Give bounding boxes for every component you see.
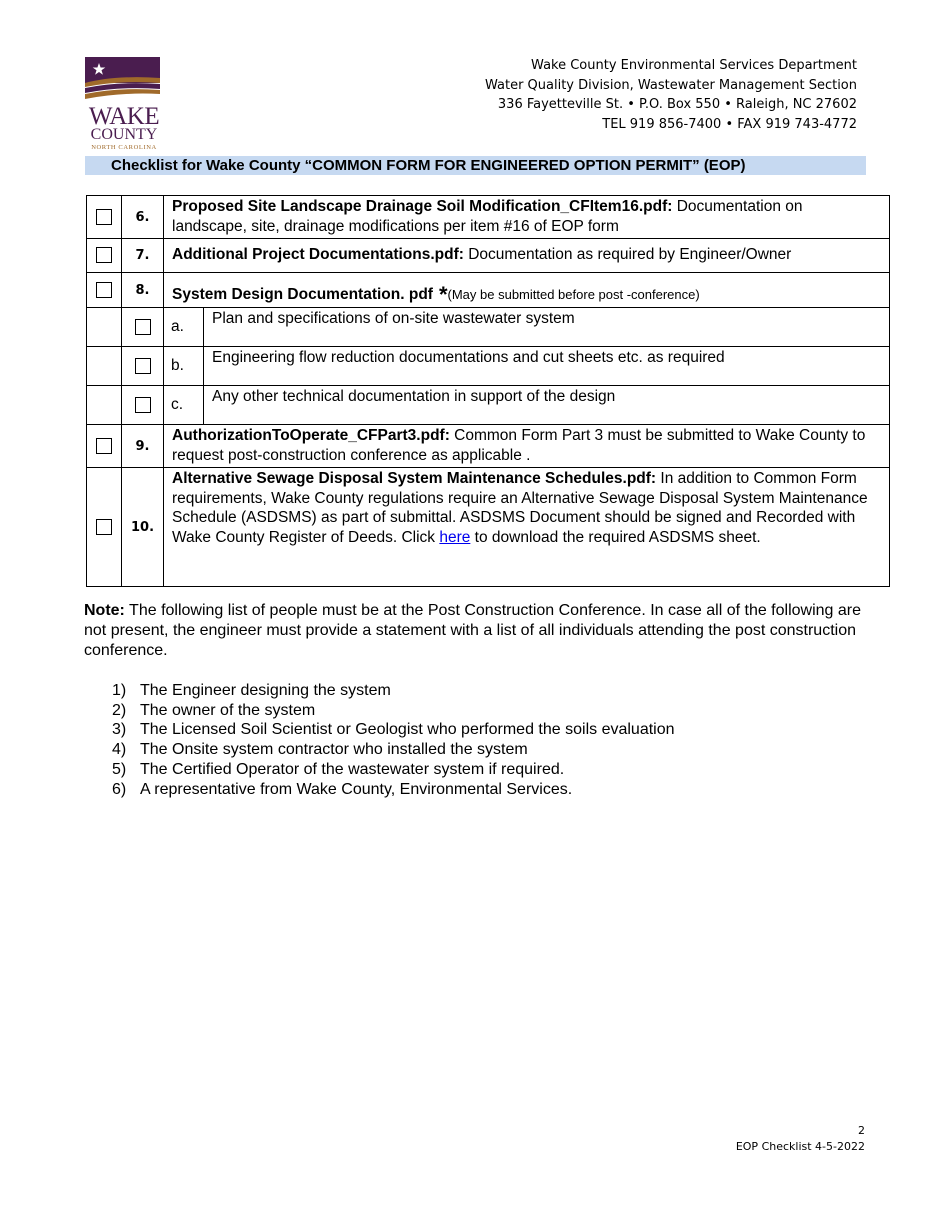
letterhead-line: 336 Fayetteville St. • P.O. Box 550 • Raleigh, NC 27602 — [497, 97, 857, 112]
list-text: The Licensed Soil Scientist or Geologist who performed the soils evaluation — [140, 721, 675, 739]
note-text: The following list of people must be at the Post Construction Conference. In case all of the following are not present, the engineer must provide a statement with a list of all individuals attending the post construction conference. — [84, 602, 862, 659]
checklist-table — [86, 195, 890, 587]
checklist-subrow-a — [87, 308, 890, 347]
checkbox-item-8b[interactable] — [135, 358, 151, 374]
item-description — [164, 239, 890, 273]
checklist-title: Checklist for Wake County “COMMON FORM FOR ENGINEERED OPTION PERMIT” (EOP) — [85, 156, 866, 175]
checkbox-item-6[interactable] — [96, 209, 112, 225]
item-text: Documentation as required by Engineer/Owner — [463, 246, 792, 264]
sub-item-letter: b. — [164, 347, 204, 386]
list-number: 2) — [112, 701, 127, 719]
list-text: The Certified Operator of the wastewater system if required. — [140, 760, 565, 778]
letterhead-line: TEL 919 856-7400 • FAX 919 743-4772 — [602, 116, 857, 132]
list-text: The Onsite system contractor who installed the system — [140, 741, 528, 759]
item-filename: Alternative Sewage Disposal System Maintenance Schedules.pdf: — [172, 470, 657, 487]
list-number: 4) — [112, 741, 127, 759]
letterhead — [485, 56, 857, 134]
list-number: 5) — [112, 760, 127, 778]
list-item — [112, 740, 675, 760]
logo-state: NORTH CAROLINA — [91, 144, 157, 151]
checklist-subrow-c — [87, 386, 890, 425]
sub-item-text: Any other technical documentation in support of the design — [204, 386, 890, 425]
item-description — [164, 425, 890, 468]
download-asdsms-link[interactable]: here — [439, 528, 471, 546]
letterhead-line: Water Quality Division, Wastewater Management Section — [484, 77, 857, 93]
logo-emblem — [85, 57, 163, 105]
list-item — [112, 780, 675, 800]
page-number: 2 — [858, 1124, 865, 1137]
item-description — [164, 196, 890, 239]
sub-item-text: Engineering flow reduction documentations and cut sheets etc. as required — [204, 347, 890, 386]
asterisk-mark: * — [438, 281, 448, 307]
checkbox-item-10[interactable] — [96, 519, 112, 535]
list-text: A representative from Wake County, Environmental Services. — [140, 780, 573, 798]
item-note: (May be submitted before post -conference) — [447, 286, 700, 302]
item-filename: Proposed Site Landscape Drainage Soil Modification_CFItem16.pdf: — [172, 198, 673, 215]
required-attendees-list — [112, 681, 675, 799]
item-number: 6. — [122, 196, 164, 239]
note-paragraph — [84, 601, 864, 661]
checklist-row-9 — [87, 425, 890, 468]
list-number: 3) — [112, 721, 127, 739]
checkbox-item-8[interactable] — [96, 282, 112, 298]
list-number: 6) — [112, 780, 127, 798]
item-filename: System Design Documentation. pdf — [172, 285, 433, 303]
item-number: 7. — [122, 239, 164, 273]
wake-county-logo — [85, 57, 163, 152]
checklist-row-7 — [87, 239, 890, 273]
item-number: 8. — [122, 273, 164, 308]
footer-doc-id: EOP Checklist 4-5-2022 — [735, 1140, 865, 1153]
checkbox-item-8a[interactable] — [135, 319, 151, 335]
sub-item-letter: a. — [164, 308, 204, 347]
list-item — [112, 681, 675, 701]
item-number: 9. — [122, 425, 164, 468]
checkbox-item-8c[interactable] — [135, 397, 151, 413]
checklist-subrow-b — [87, 347, 890, 386]
item-description — [164, 468, 890, 587]
logo-wordmark: WAKE — [88, 103, 160, 130]
checkbox-item-9[interactable] — [96, 438, 112, 454]
item-text: Common Form Part 3 must be submitted to Wake County to request post-construction conference as applicable . — [172, 427, 866, 464]
checklist-row-6 — [87, 196, 890, 239]
list-text: The Engineer designing the system — [140, 682, 391, 699]
checklist-row-10 — [87, 468, 890, 587]
item-filename: AuthorizationToOperate_CFPart3.pdf: — [172, 427, 450, 444]
sub-item-letter: c. — [164, 386, 204, 425]
item-filename: Additional Project Documentations.pdf: — [172, 246, 464, 264]
item-number: 10. — [122, 468, 164, 587]
checklist-row-8 — [87, 273, 890, 308]
logo-county: COUNTY — [90, 126, 158, 143]
item-text: In addition to Common Form requirements, Wake County regulations require an Alternative Sewage Disposal System Maintenance Schedule (ASDSMS) as part of submittal. ASDSMS Document should be signed and Recorded with Wake County Register of Deeds. Click — [172, 470, 868, 546]
list-number: 1) — [112, 682, 127, 699]
note-label: Note: — [84, 602, 125, 619]
item-text-after: to download the required ASDSMS sheet. — [470, 528, 761, 546]
item-description — [164, 273, 890, 308]
checkbox-item-7[interactable] — [96, 247, 112, 263]
sub-item-text: Plan and specifications of on-site wastewater system — [204, 308, 890, 347]
list-text: The owner of the system — [140, 701, 316, 719]
letterhead-line: Wake County Environmental Services Department — [531, 58, 857, 73]
list-item — [112, 760, 675, 780]
list-item — [112, 701, 675, 721]
list-item — [112, 720, 675, 740]
item-text: Documentation on landscape, site, drainage modifications per item #16 of EOP form — [172, 198, 803, 235]
